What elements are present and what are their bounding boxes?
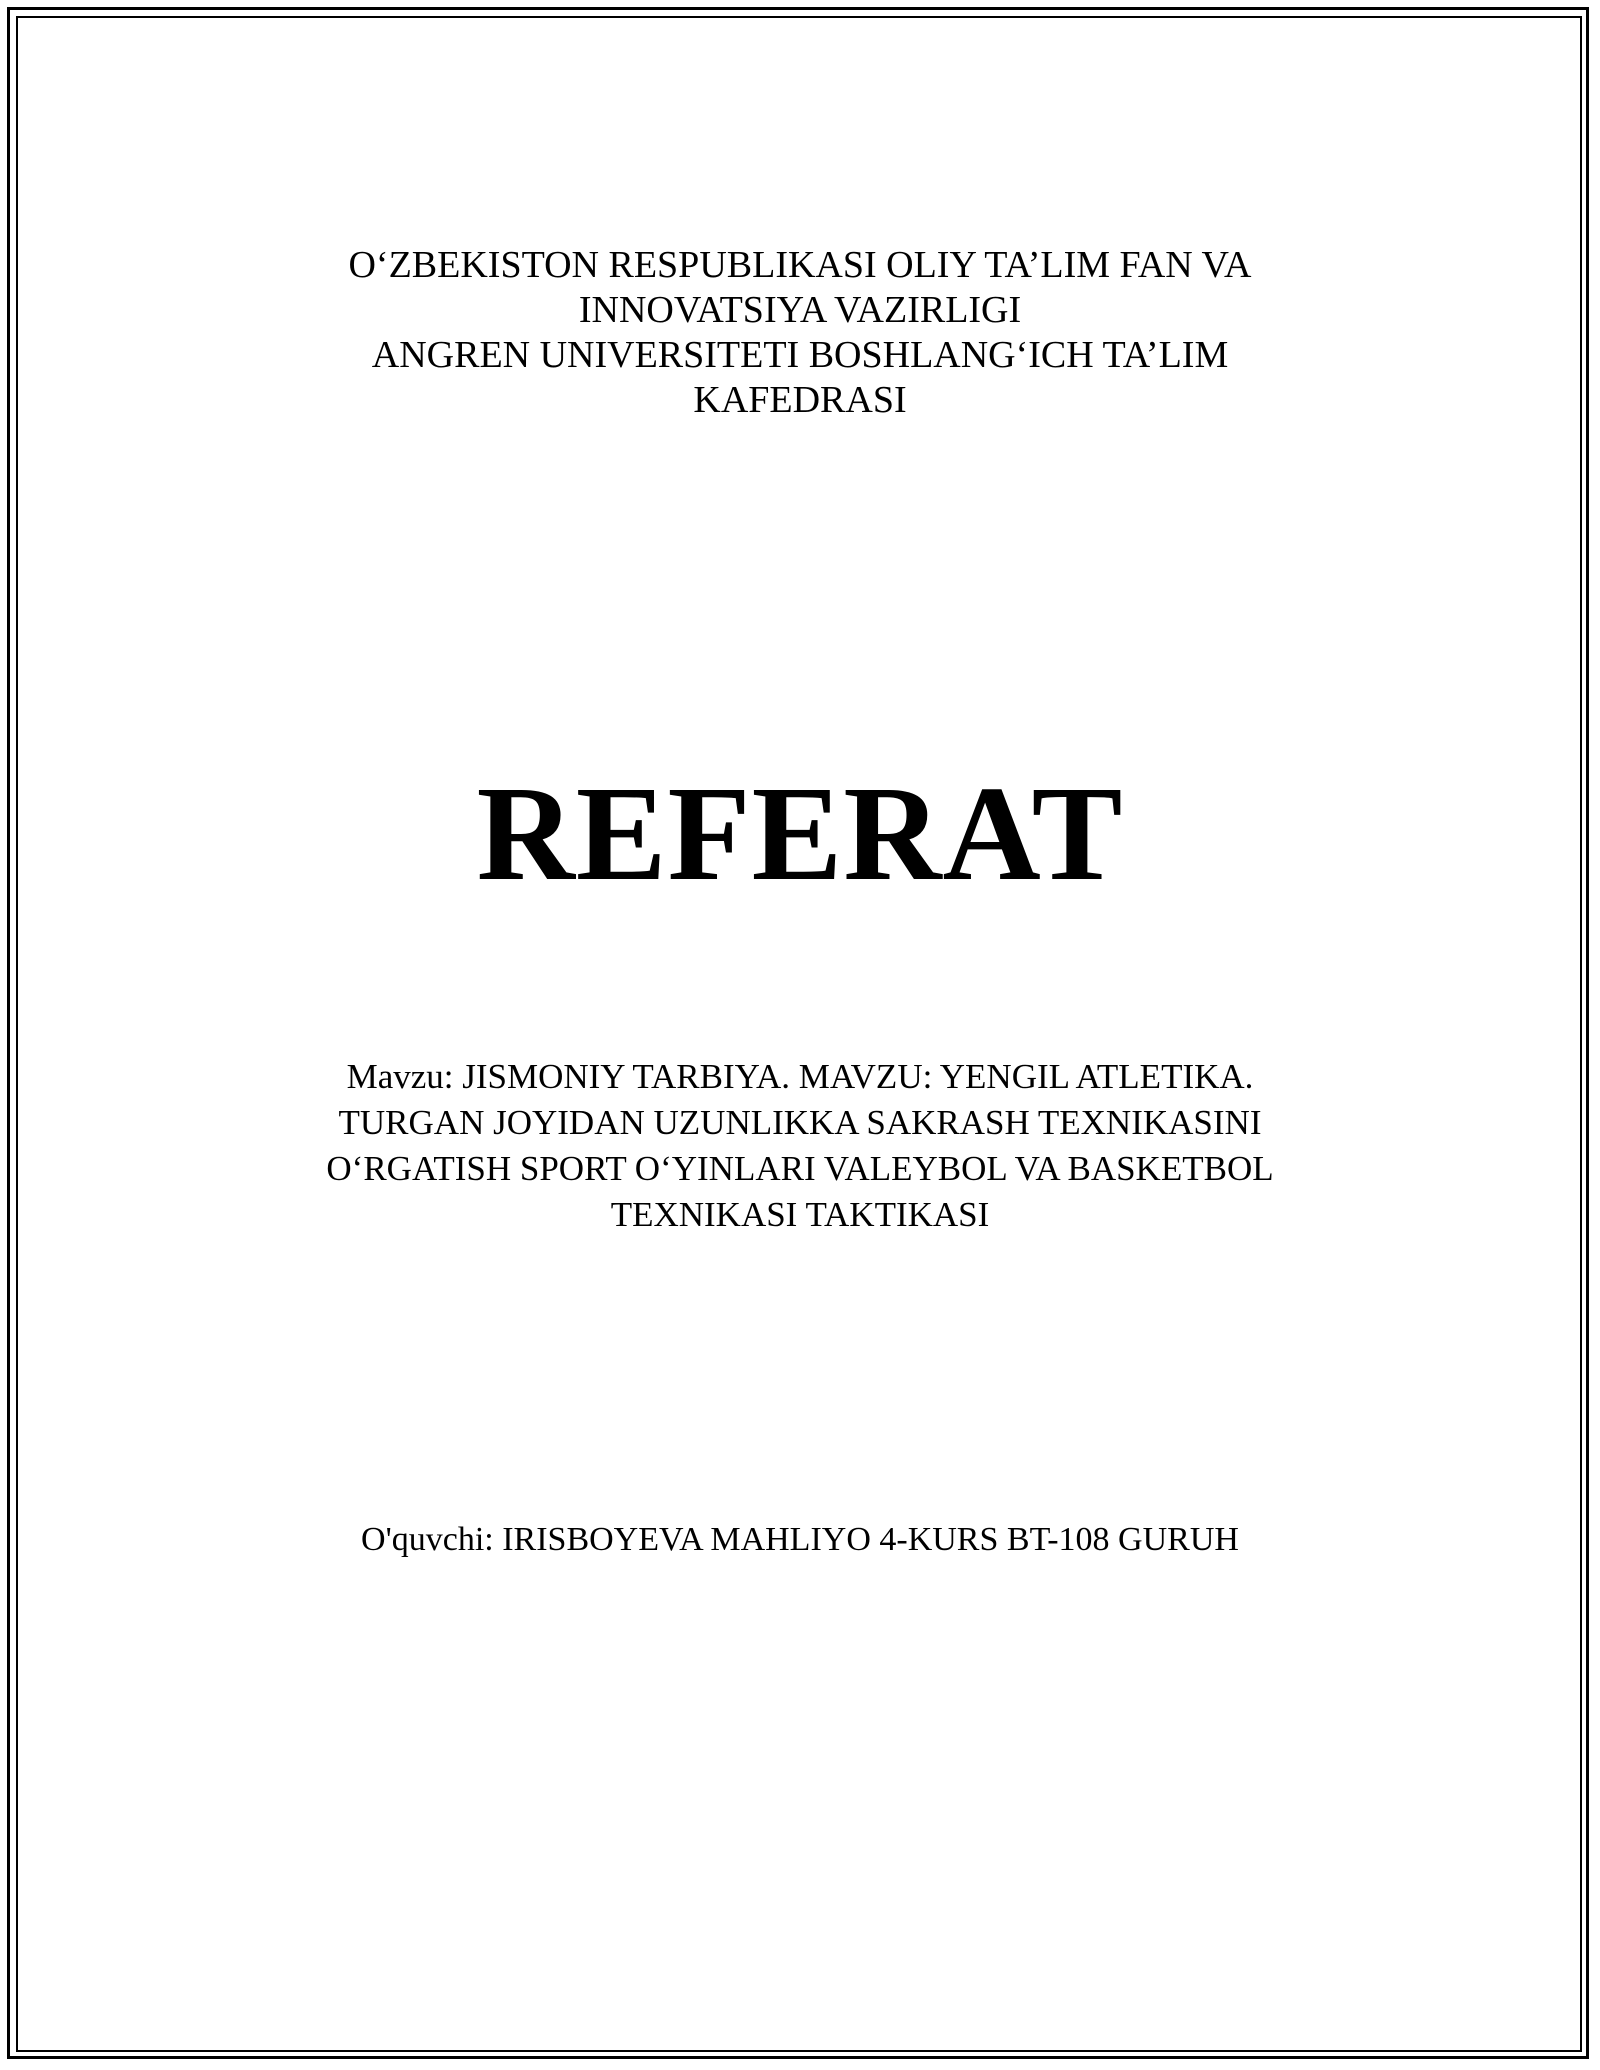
- header-line: O‘ZBEKISTON RESPUBLIKASI OLIY TA’LIM FAN VA: [348, 244, 1252, 286]
- header-line: INNOVATSIYA VAZIRLIGI: [578, 289, 1022, 331]
- topic-line: TEXNIKASI TAKTIKASI: [610, 1195, 990, 1234]
- topic-line: O‘RGATISH SPORT O‘YINLARI VALEYBOL VA BASKETBOL: [326, 1149, 1274, 1188]
- header-line: ANGREN UNIVERSITETI BOSHLANG‘ICH TA’LIM: [371, 334, 1229, 376]
- topic-block: [0, 1054, 1600, 1238]
- header-line: KAFEDRASI: [693, 379, 907, 421]
- document-title: REFERAT: [476, 759, 1124, 909]
- topic-line: Mavzu: JISMONIY TARBIYA. MAVZU: YENGIL ATLETIKA.: [346, 1057, 1254, 1096]
- institution-header: [0, 243, 1600, 423]
- topic-line: TURGAN JOYIDAN UZUNLIKKA SAKRASH TEXNIKASINI: [338, 1103, 1262, 1142]
- student-info: O'quvchi: IRISBOYEVA MAHLIYO 4-KURS BT-108 GURUH: [361, 1521, 1239, 1558]
